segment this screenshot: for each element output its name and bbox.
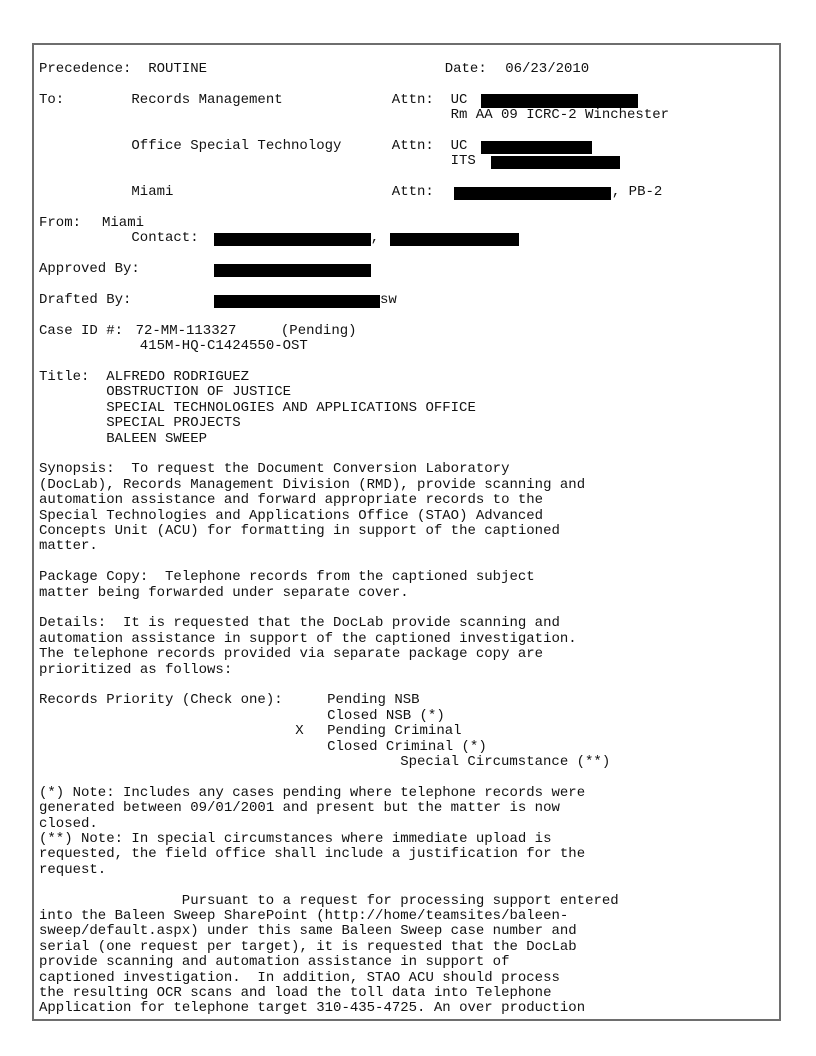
from-label: From: (39, 215, 82, 231)
body-line: serial (one request per target), it is requested that the DocLab (39, 938, 577, 955)
title-line: BALEEN SWEEP (106, 430, 208, 447)
attn-label: Attn: (391, 184, 434, 201)
details-line: automation assistance in support of the captioned investigation. (39, 630, 577, 647)
recipient-name: Office Special Technology (131, 138, 342, 154)
approved-by-label: Approved By: (39, 261, 140, 278)
drafted-by-label: Drafted By: (39, 292, 132, 308)
title-line: OBSTRUCTION OF JUSTICE (106, 384, 292, 401)
synopsis-line: (DocLab), Records Management Division (RMD), provide scanning and (39, 476, 586, 493)
body-line: into the Baleen Sweep SharePoint (http://home/teamsites/baleen- (39, 908, 569, 924)
recipient-name: Records Management (131, 91, 283, 108)
note-line: (*) Note: Includes any cases pending where telephone records were (39, 784, 586, 801)
case-id-secondary: 415M-HQ-C1424550-OST (139, 338, 308, 355)
date-value: 06/23/2010 (505, 61, 590, 77)
body-line: captioned investigation. In addition, STAO ACU should process (39, 969, 560, 986)
priority-check: X (295, 723, 304, 740)
details-line: The telephone records provided via separate package copy are (39, 646, 544, 663)
case-id-status: (Pending) (280, 322, 357, 339)
case-id-primary: 72-MM-113327 (135, 322, 237, 339)
redaction-block (454, 187, 611, 200)
note-line: closed. (39, 815, 98, 832)
redaction-block (390, 233, 519, 246)
package-copy-line: Package Copy: Telephone records from the captioned subject (39, 569, 535, 586)
contact-separator: , (370, 230, 380, 247)
attn-line: UC (450, 138, 468, 154)
details-line: Details: It is requested that the DocLab provide scanning and (39, 615, 560, 632)
attn-suffix: , PB-2 (611, 184, 663, 201)
synopsis-line: Synopsis: To request the Document Conversion Laboratory (39, 461, 510, 478)
body-line: the resulting OCR scans and load the toll data into Telephone (39, 985, 552, 1001)
synopsis-line: automation assistance and forward appropriate records to the (39, 492, 544, 509)
precedence-value: ROUTINE (148, 61, 207, 77)
details-line: prioritized as follows: (39, 661, 233, 678)
priority-option: Pending NSB (327, 692, 420, 709)
redaction-block (214, 233, 371, 246)
synopsis-line: Concepts Unit (ACU) for formatting in support of the captioned (39, 523, 560, 539)
package-copy-line: matter being forwarded under separate cover. (39, 584, 409, 601)
title-line: SPECIAL PROJECTS (106, 415, 241, 432)
attn-line: ITS (450, 153, 476, 170)
redaction-block (214, 295, 380, 308)
note-line: (**) Note: In special circumstances where immediate upload is (39, 831, 552, 847)
synopsis-line: matter. (39, 538, 98, 555)
redaction-block (491, 156, 620, 169)
case-id-label: Case ID #: (39, 322, 124, 339)
from-value: Miami (102, 215, 145, 231)
priority-option: Special Circumstance (**) (400, 754, 611, 770)
attn-line: Rm AA 09 ICRC-2 Winchester (450, 107, 670, 124)
note-line: generated between 09/01/2001 and present but the matter is now (39, 800, 560, 817)
date-label: Date: (444, 61, 487, 77)
priority-option: Pending Criminal (327, 723, 462, 740)
body-line: Application for telephone target 310-435-4725. An over production (39, 1000, 586, 1017)
note-line: request. (39, 861, 107, 878)
redaction-block (481, 141, 592, 154)
priority-option: Closed Criminal (*) (327, 738, 487, 755)
priority-label: Records Priority (Check one): (39, 692, 283, 709)
note-line: requested, the field office shall include a justification for the (39, 846, 586, 863)
precedence-label: Precedence: (39, 61, 132, 77)
body-line: Pursuant to a request for processing support entered (181, 892, 619, 909)
priority-option: Closed NSB (*) (327, 707, 445, 724)
to-label: To: (39, 91, 65, 108)
title-label: Title: (39, 369, 90, 385)
body-line: provide scanning and automation assistance in support of (39, 954, 510, 971)
drafted-by-suffix: sw (380, 292, 397, 308)
title-line: ALFREDO RODRIGUEZ (106, 369, 250, 385)
body-line: sweep/default.aspx) under this same Baleen Sweep case number and (39, 923, 577, 940)
title-line: SPECIAL TECHNOLOGIES AND APPLICATIONS OFFICE (106, 399, 476, 416)
attn-label: Attn: (391, 138, 434, 154)
recipient-name: Miami (131, 184, 174, 201)
contact-label: Contact: (131, 230, 199, 247)
attn-line: UC (450, 91, 468, 108)
redaction-block (214, 264, 371, 277)
redaction-block (481, 94, 638, 108)
attn-label: Attn: (391, 91, 434, 108)
synopsis-line: Special Technologies and Applications Office (STAO) Advanced (39, 507, 544, 524)
